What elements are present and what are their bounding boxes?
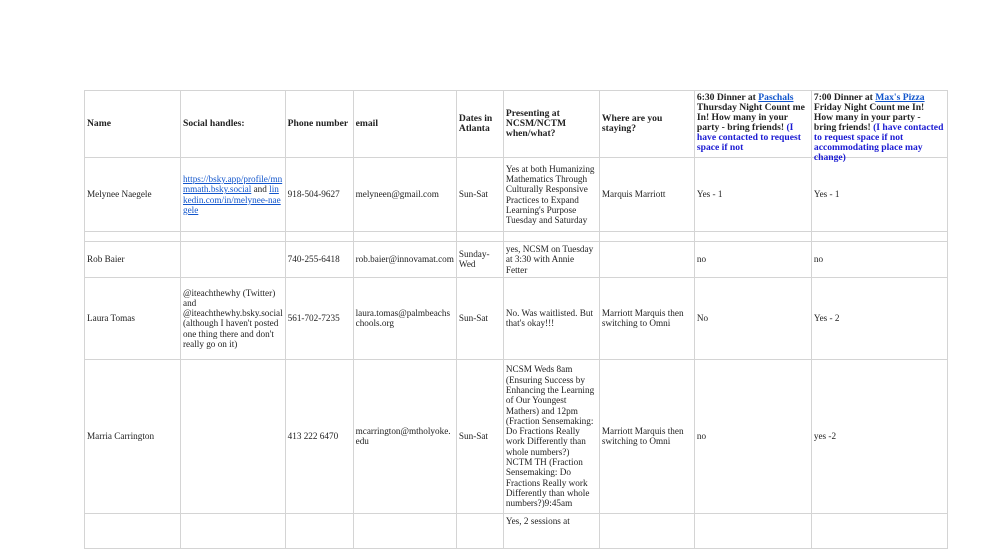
- cell-dates: Sun-Sat: [456, 359, 503, 513]
- cell-friday: yes -2: [811, 359, 947, 513]
- cell-presenting: No. Was waitlisted. But that's okay!!!: [503, 277, 599, 359]
- cell-thursday: No: [694, 277, 811, 359]
- header-presenting: Presenting at NCSM/NCTM when/what?: [503, 91, 599, 158]
- thu-note: (I have contacted to request space if not: [696, 122, 801, 153]
- social-and: and: [251, 184, 270, 195]
- header-staying: Where are you staying?: [599, 91, 694, 158]
- thu-text: Thursday Night Count me In! How many in your party - bring friends!: [696, 102, 805, 133]
- paschals-link[interactable]: Paschals: [758, 92, 794, 103]
- cell-staying: [599, 513, 694, 548]
- cell-friday: no: [811, 242, 947, 278]
- cell-phone: 413 222 6470: [285, 359, 353, 513]
- header-row: [85, 91, 948, 158]
- header-friday-dinner: [811, 91, 947, 163]
- header-social: Social handles:: [181, 91, 286, 158]
- table-row: [85, 242, 948, 278]
- table-row: [85, 158, 948, 232]
- cell-dates: Sunday-Wed: [456, 242, 503, 278]
- cell-name: Laura Tomas: [85, 277, 181, 359]
- cell-presenting: Yes, 2 sessions at: [503, 513, 599, 548]
- cell-dates: Sun-Sat: [456, 277, 503, 359]
- cell-staying: [599, 242, 694, 278]
- cell-social: [181, 359, 286, 513]
- fri-prefix: 7:00 Dinner at: [813, 92, 876, 103]
- linkedin-link[interactable]: linkedin.com/in/melynee-naegele: [183, 184, 281, 215]
- cell-staying: Marriott Marquis then switching to Omni: [599, 277, 694, 359]
- cell-thursday: [694, 513, 811, 548]
- cell-presenting: NCSM Weds 8am (Ensuring Success by Enhancing the Learning of Our Youngest Mathers) and 12pm (Fraction Sensemaking: Do Fractions Really work Differently than whole numbers?) NCTM TH (Fraction Sensemaking: Do Fractions Really work Differently than whole numbers?)9:45am: [503, 359, 599, 513]
- cell-thursday: no: [694, 359, 811, 513]
- cell-social: [181, 158, 286, 232]
- cell-email: rob.baier@innovamat.com: [353, 242, 456, 278]
- cell-email: melyneen@gmail.com: [353, 158, 456, 232]
- cell-phone: 740-255-6418: [285, 242, 353, 278]
- table-row: [85, 513, 948, 548]
- cell-dates: Sun-Sat: [456, 158, 503, 232]
- cell-thursday: no: [694, 242, 811, 278]
- table-row: [85, 359, 948, 513]
- cell-phone: [285, 513, 353, 548]
- cell-phone: 561-702-7235: [285, 277, 353, 359]
- cell-name: Melynee Naegele: [85, 158, 181, 232]
- cell-friday: Yes - 2: [811, 277, 947, 359]
- cell-email: [353, 513, 456, 548]
- cell-staying: Marriott Marquis then switching to Omni: [599, 359, 694, 513]
- cell-friday: Yes - 1: [811, 158, 947, 232]
- header-thursday-dinner: [694, 91, 811, 158]
- cell-presenting: Yes at both Humanizing Mathematics Through Culturally Responsive Practices to Expand Learning's Purpose Tuesday and Saturday: [503, 158, 599, 232]
- cell-social: [181, 513, 286, 548]
- empty-row: [85, 232, 948, 242]
- header-dates: Dates in Atlanta: [456, 91, 503, 158]
- header-name: Name: [85, 91, 181, 158]
- header-email: email: [353, 91, 456, 158]
- rsvp-table: [84, 90, 948, 549]
- cell-presenting: yes, NCSM on Tuesday at 3:30 with Annie Fetter: [503, 242, 599, 278]
- cell-phone: 918-504-9627: [285, 158, 353, 232]
- cell-name: Marria Carrington: [85, 359, 181, 513]
- cell-email: laura.tomas@palmbeachschools.org: [353, 277, 456, 359]
- fri-note: (I have contacted to request space if not accommodating place may change): [813, 122, 944, 163]
- maxs-pizza-link[interactable]: Max's Pizza: [875, 92, 925, 103]
- table-row: [85, 277, 948, 359]
- cell-staying: Marquis Marriott: [599, 158, 694, 232]
- cell-name: [85, 513, 181, 548]
- cell-social: [181, 242, 286, 278]
- cell-email: mcarrington@mtholyoke.edu: [353, 359, 456, 513]
- cell-friday: [811, 513, 947, 548]
- cell-thursday: Yes - 1: [694, 158, 811, 232]
- header-phone: Phone number: [285, 91, 353, 158]
- bsky-link[interactable]: https://bsky.app/profile/mnmmath.bsky.social: [183, 173, 283, 195]
- cell-social: @iteachthewhy (Twitter) and @iteachthewhy.bsky.social (although I haven't posted one thing there and don't really go on it): [181, 277, 286, 359]
- cell-name: Rob Baier: [85, 242, 181, 278]
- cell-dates: [456, 513, 503, 548]
- thu-prefix: 6:30 Dinner at: [696, 92, 759, 103]
- fri-text: Friday Night Count me In! How many in your party - bring friends!: [813, 102, 925, 133]
